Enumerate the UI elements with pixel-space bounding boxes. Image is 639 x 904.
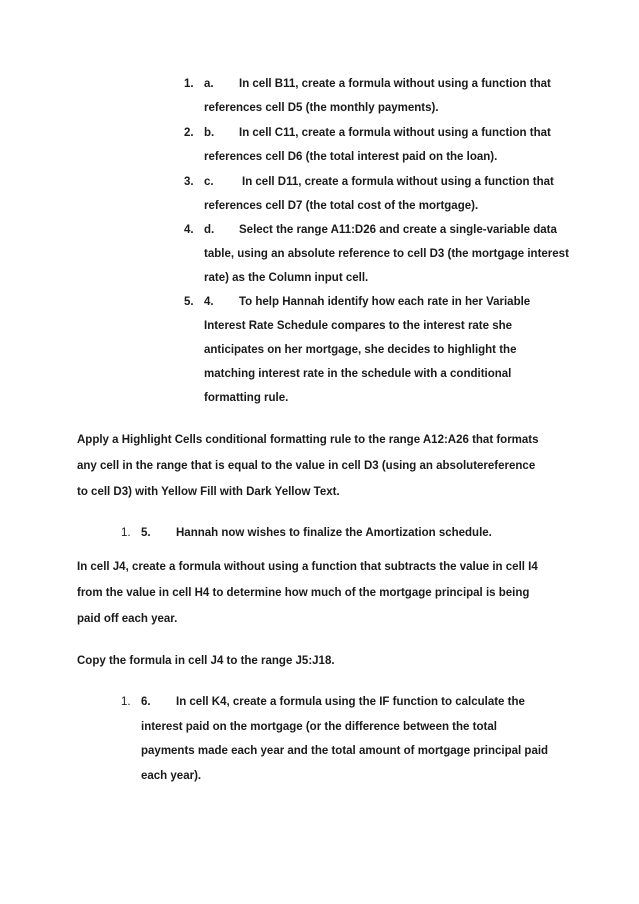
list-item-text: Hannah now wishes to finalize the Amortization schedule. bbox=[176, 527, 492, 539]
list-item-letter: c. bbox=[204, 176, 214, 188]
list-item-number: 5. bbox=[184, 296, 194, 308]
text-line: rate) as the Column input cell. bbox=[204, 272, 369, 284]
text-line: matching interest rate in the schedule with a conditional bbox=[204, 368, 512, 380]
text-line: Apply a Highlight Cells conditional formatting rule to the range A12:A26 that formats bbox=[77, 434, 539, 446]
text-line: In cell J4, create a formula without using a function that subtracts the value in cell I4 bbox=[77, 561, 538, 573]
list-item-3 bbox=[184, 170, 604, 218]
list-item-letter: b. bbox=[204, 127, 215, 139]
text-line: In cell K4, create a formula using the IF function to calculate the bbox=[176, 696, 525, 708]
text-line: formatting rule. bbox=[204, 392, 289, 404]
list-item-text bbox=[121, 690, 571, 788]
list-item-5 bbox=[184, 290, 604, 410]
text-line: Copy the formula in cell J4 to the range J5:J18. bbox=[77, 655, 335, 667]
list-item-number: 2. bbox=[184, 127, 194, 139]
list-item-number: 4. bbox=[184, 224, 194, 236]
text-line: To help Hannah identify how each rate in her Variable bbox=[239, 296, 531, 308]
list-item-number: 1. bbox=[121, 696, 131, 708]
text-line: In cell B11, create a formula without using a function that bbox=[239, 78, 551, 90]
list-item-1 bbox=[184, 72, 604, 120]
list-item-letter: 5. bbox=[141, 527, 151, 539]
paragraph-j4-formula bbox=[77, 554, 577, 632]
text-line: In cell C11, create a formula without using a function that bbox=[239, 127, 551, 139]
list-item-2 bbox=[184, 121, 604, 169]
text-line: payments made each year and the total amount of mortgage principal paid bbox=[141, 745, 549, 757]
list-item-letter: d. bbox=[204, 224, 215, 236]
text-line: each year). bbox=[141, 769, 202, 782]
list-item-text bbox=[184, 72, 604, 120]
text-line: Interest Rate Schedule compares to the interest rate she bbox=[204, 320, 513, 332]
list-item-number: 1. bbox=[184, 78, 194, 90]
list-item-letter: 4. bbox=[204, 296, 214, 308]
paragraph-highlight-rule bbox=[77, 427, 577, 505]
list-item-number: 1. bbox=[121, 527, 131, 539]
text-line: interest paid on the mortgage (or the difference between the total bbox=[141, 720, 497, 733]
text-line: anticipates on her mortgage, she decides to highlight the bbox=[204, 344, 517, 356]
list-item-letter: 6. bbox=[141, 696, 151, 708]
text-line: In cell D11, create a formula without using a function that bbox=[242, 176, 554, 188]
text-line: Select the range A11:D26 and create a single-variable data bbox=[239, 224, 557, 236]
list-item-step-5 bbox=[121, 521, 561, 545]
text-line: from the value in cell H4 to determine how much of the mortgage principal is being bbox=[77, 587, 530, 599]
text-line: to cell D3) with Yellow Fill with Dark Yellow Text. bbox=[77, 486, 340, 498]
text-line: any cell in the range that is equal to the value in cell D3 (using an absolutereference bbox=[77, 460, 536, 472]
list-item-text bbox=[184, 121, 604, 169]
paragraph-copy-formula bbox=[77, 648, 577, 674]
list-item-4 bbox=[184, 218, 604, 290]
list-item-text bbox=[184, 290, 604, 410]
list-item-step-6 bbox=[121, 690, 571, 790]
text-line: paid off each year. bbox=[77, 613, 178, 625]
list-item-number: 3. bbox=[184, 176, 194, 188]
list-item-text bbox=[184, 218, 604, 290]
list-item-text bbox=[184, 170, 604, 218]
list-item-letter: a. bbox=[204, 78, 214, 90]
text-line: table, using an absolute reference to cell D3 (the mortgage interest bbox=[204, 248, 569, 260]
text-line: references cell D7 (the total cost of the mortgage). bbox=[204, 200, 479, 212]
text-line: references cell D6 (the total interest paid on the loan). bbox=[204, 151, 498, 163]
text-line: references cell D5 (the monthly payments). bbox=[204, 102, 439, 114]
